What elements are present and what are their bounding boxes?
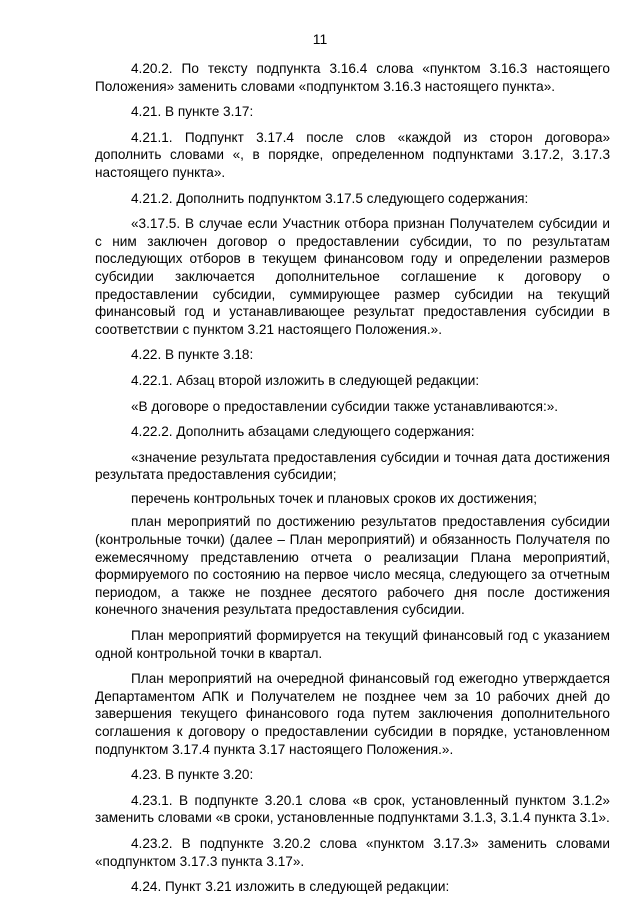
paragraph-4-22: 4.22. В пункте 3.18:	[131, 347, 254, 363]
paragraph-4-24: 4.24. Пункт 3.21 изложить в следующей редакции:	[131, 879, 450, 895]
paragraph-4-21-1: 4.21.1. Подпункт 3.17.4 после слов «каждой из сторон договора» дополнить словами «, в порядке, определенном подпунктами 3.17.2, 3.17.3 настоящего пункта».	[95, 129, 610, 180]
paragraph-result-value: «значение результата предоставления субсидии и точная дата достижения результата предоставления субсидии;	[95, 449, 610, 483]
paragraph-4-23-1: 4.23.1. В подпункте 3.20.1 слова «в срок, установленный пунктом 3.1.2» заменить словами «в сроки, установленные подпунктами 3.1.3, 3.1.4 пункта 3.1».	[95, 792, 610, 826]
paragraph-contract-clause: «В договоре о предоставлении субсидии также устанавливаются:».	[131, 398, 559, 414]
paragraph-3-17-5: «3.17.5. В случае если Участник отбора признан Получателем субсидии и с ним заключен договор о предоставлении субсидии, то по результатам последующих отборов в текущем финансовом году и определении размеров субсидии заключается дополнительное соглашение к договору о предоставлении субсидии, суммирующее размер субсидии на текущий финансовый год и устанавливающее результат предоставления субсидии в соответствии с пунктом 3.21 настоящего Положения.».	[95, 216, 610, 337]
paragraph-action-plan: план мероприятий по достижению результатов предоставления субсидии (контрольные точки) (далее – План мероприятий) и обязанность Получателя по ежемесячному представлению отчета о реализации Плана мероприятий, формируемого по состоянию на первое число месяца, следующего за отчетным периодом, а также не позднее десятого рабочего дня после достижения конечного значения результата предоставления субсидии.	[95, 514, 610, 618]
paragraph-4-21-2: 4.21.2. Дополнить подпунктом 3.17.5 следующего содержания:	[131, 190, 529, 206]
paragraph-4-22-2: 4.22.2. Дополнить абзацами следующего содержания:	[131, 424, 475, 440]
paragraph-4-23: 4.23. В пункте 3.20:	[131, 767, 254, 783]
page-number: 11	[312, 31, 328, 47]
paragraph-plan-approval: План мероприятий на очередной финансовый год ежегодно утверждается Департаментом АПК и Получателем не позднее чем за 10 рабочих дней до завершения текущего финансового года путем заключения дополнительного соглашения к договору о предоставлении субсидии в порядке, установленном подпунктом 3.17.4 пункта 3.17 настоящего Положения.».	[95, 671, 610, 757]
paragraph-control-points: перечень контрольных точек и плановых сроков их достижения;	[131, 490, 537, 506]
paragraph-plan-formation: План мероприятий формируется на текущий финансовый год с указанием одной контрольной точки в квартал.	[95, 628, 610, 661]
paragraph-4-23-2: 4.23.2. В подпункте 3.20.2 слова «пунктом 3.17.3» заменить словами «подпунктом 3.17.3 пункта 3.17».	[95, 835, 610, 869]
document-body	[95, 60, 610, 896]
paragraph-4-21: 4.21. В пункте 3.17:	[131, 104, 254, 120]
paragraph-4-22-1: 4.22.1. Абзац второй изложить в следующей редакции:	[131, 372, 480, 388]
paragraph-4-20-2: 4.20.2. По тексту подпункта 3.16.4 слова «пунктом 3.16.3 настоящего Положения» заменить словами «подпунктом 3.16.3 настоящего пункта».	[95, 61, 610, 94]
